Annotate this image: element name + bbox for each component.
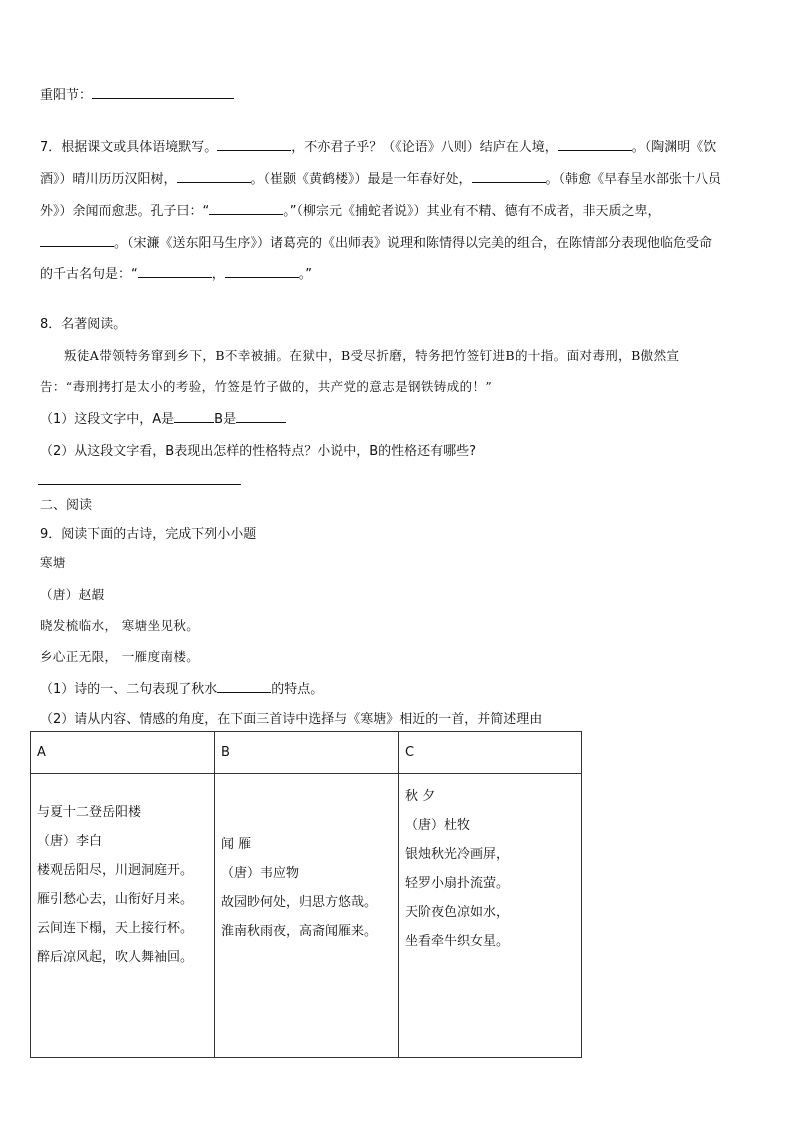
q7-text: ， bbox=[211, 267, 225, 282]
poem-b-line: 故园眇何处，归思方悠哉。 bbox=[221, 895, 378, 910]
poem-b-line: （唐）韦应物 bbox=[221, 866, 300, 881]
q7-line-5 bbox=[40, 263, 312, 282]
answer-blank[interactable] bbox=[472, 170, 546, 183]
header-cell-c: C bbox=[399, 732, 582, 774]
q9-title: 9．阅读下面的古诗，完成下列小小题 bbox=[40, 527, 257, 542]
answer-blank[interactable] bbox=[209, 202, 283, 215]
section-title: 二、阅读 bbox=[40, 498, 93, 513]
q9-sub1-text: （1）诗的一、二句表现了秋水 bbox=[40, 682, 218, 697]
q7-text: 。（陶渊明《饮 bbox=[631, 140, 717, 155]
answer-blank[interactable] bbox=[236, 410, 286, 423]
header-cell-a: A bbox=[31, 732, 215, 774]
poem-c-line: 天阶夜色凉如水， bbox=[405, 905, 510, 920]
answer-blank[interactable] bbox=[558, 138, 632, 151]
q7-line-1 bbox=[40, 136, 716, 155]
q7-text: 。（韩愈《早春呈水部张十八员 bbox=[545, 172, 722, 187]
poem-a-line: 云间连下榻，天上接行杯。 bbox=[37, 921, 194, 936]
table-body-row bbox=[31, 774, 582, 1058]
answer-blank[interactable] bbox=[40, 234, 114, 247]
poem-cell-c bbox=[399, 774, 582, 1058]
answer-blank[interactable] bbox=[225, 265, 299, 278]
table-header-row bbox=[31, 732, 582, 774]
poem-author: （唐）赵嘏 bbox=[40, 587, 105, 602]
answer-blank[interactable] bbox=[217, 138, 291, 151]
q7-text: 7．根据课文或具体语境默写。 bbox=[40, 140, 218, 155]
q8-sub1-text: B是 bbox=[214, 412, 237, 427]
q9-sub1-text: 的特点。 bbox=[271, 682, 324, 697]
q7-text: 的千古名句是：“ bbox=[40, 267, 138, 282]
answer-blank[interactable] bbox=[177, 170, 251, 183]
q7-line-2 bbox=[40, 168, 721, 187]
poem-c-line: 轻罗小扇扑流萤。 bbox=[405, 876, 510, 891]
q7-text: 。（崔颢《黄鹤楼》）最是一年春好处， bbox=[250, 172, 472, 187]
q7-text: 。” bbox=[298, 267, 313, 282]
answer-blank[interactable] bbox=[217, 680, 271, 693]
poem-a-line: （唐）李白 bbox=[37, 834, 103, 849]
answer-blank[interactable] bbox=[174, 410, 214, 423]
q7-line-3 bbox=[40, 200, 661, 219]
poem-c-line: 银烛秋光冷画屏， bbox=[405, 847, 510, 862]
poem-c-line: （唐）杜牧 bbox=[405, 818, 471, 833]
poem-a-line: 醉后凉风起，吹人舞袖回。 bbox=[37, 950, 194, 965]
answer-line[interactable] bbox=[38, 484, 241, 485]
q7-text: 。”（柳宗元《捕蛇者说》）其业有不精、德有不成者，非天质之卑， bbox=[283, 204, 661, 219]
poem-cell-a bbox=[31, 774, 215, 1058]
q7-text: 。（宋濂《送东阳马生序》）诸葛亮的《出师表》说理和陈情得以完美的组合，在陈情部分表现他临危受命 bbox=[114, 236, 713, 251]
q7-line-4 bbox=[40, 232, 712, 251]
q7-text: 酒》）晴川历历汉阳树， bbox=[40, 172, 177, 187]
q9-sub-2: （2）请从内容、情感的角度，在下面三首诗中选择与《寒塘》相近的一首，并简述理由 bbox=[40, 712, 543, 727]
holiday-label: 重阳节： bbox=[40, 88, 93, 103]
answer-blank[interactable] bbox=[138, 265, 212, 278]
answer-blank[interactable] bbox=[92, 86, 234, 99]
q8-sub-1 bbox=[40, 408, 286, 427]
poem-a-line: 与夏十二登岳阳楼 bbox=[37, 805, 142, 820]
poem-comparison-table bbox=[30, 731, 582, 1058]
poem-a-line: 雁引愁心去，山衔好月来。 bbox=[37, 892, 194, 907]
poem-c-line: 秋 夕 bbox=[405, 789, 436, 804]
q8-title: 8．名著阅读。 bbox=[40, 317, 127, 332]
holiday-fill-line bbox=[40, 84, 234, 103]
poem-c-line: 坐看牵牛织女星。 bbox=[405, 934, 510, 949]
poem-b-line: 闻 雁 bbox=[221, 837, 252, 852]
q8-story-line-2: 告：“毒刑拷打是太小的考验，竹签是竹子做的，共产党的意志是钢铁铸成的！” bbox=[40, 379, 493, 394]
q8-sub1-text: （1）这段文字中，A是 bbox=[40, 412, 175, 427]
q8-sub-2: （2）从这段文字看，B表现出怎样的性格特点？小说中，B的性格还有哪些? bbox=[40, 444, 477, 459]
poem-cell-b bbox=[215, 774, 399, 1058]
poem-b-line: 淮南秋雨夜，高斋闻雁来。 bbox=[221, 924, 378, 939]
header-cell-b: B bbox=[215, 732, 399, 774]
poem-line-2: 乡心正无限， 一雁度南楼。 bbox=[40, 649, 200, 664]
poem-a-line: 楼观岳阳尽，川迥洞庭开。 bbox=[37, 863, 194, 878]
q9-sub-1 bbox=[40, 678, 323, 697]
q7-text: 外》）余闻而愈悲。孔子曰：“ bbox=[40, 204, 210, 219]
poem-line-1: 晓发梳临水， 寒塘坐见秋。 bbox=[40, 618, 200, 633]
poem-title: 寒塘 bbox=[40, 555, 66, 570]
q7-text: ，不亦君子乎？（《论语》八则）结庐在人境， bbox=[291, 140, 558, 155]
q8-story-line-1: 叛徒A带领特务窜到乡下，B不幸被捕。在狱中，B受尽折磨，特务把竹签钉进B的十指。面对毒刑，B傲然宣 bbox=[64, 348, 680, 363]
